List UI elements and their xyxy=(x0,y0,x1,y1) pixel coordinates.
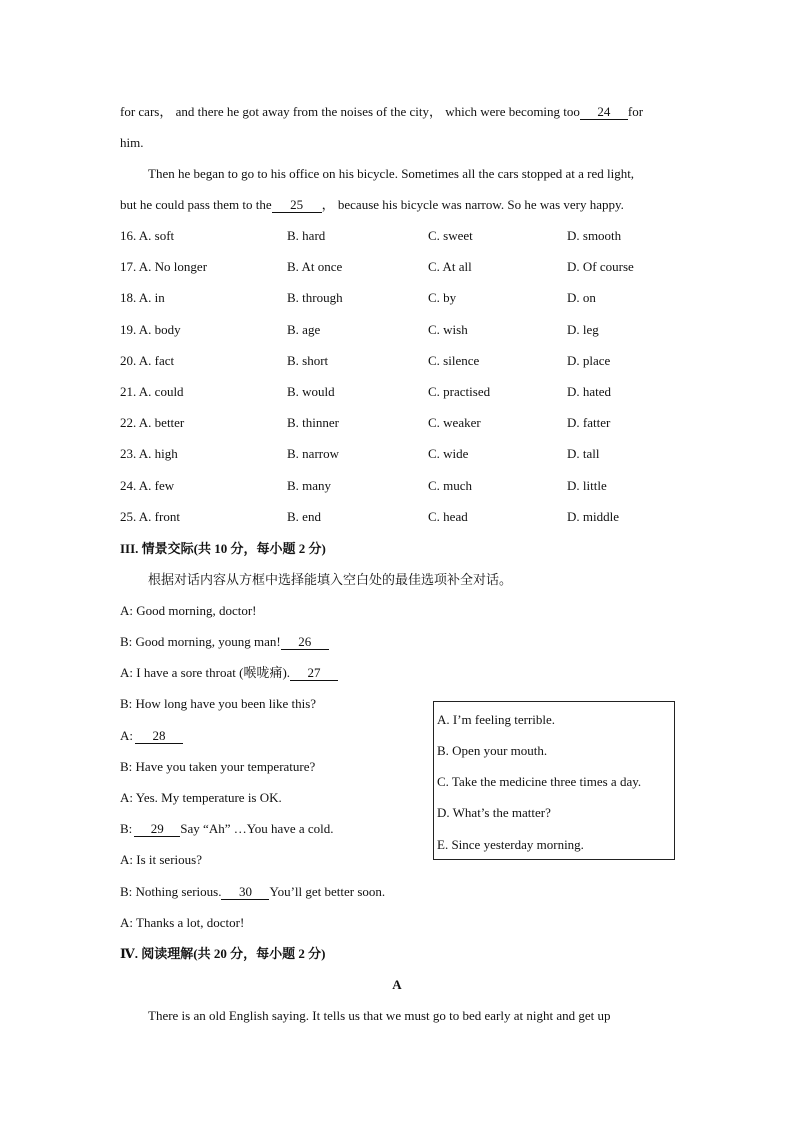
box-option-d: D. What’s the matter? xyxy=(437,805,551,820)
passage-text: for cars， and there he got away from the noises of the city， which were becoming too xyxy=(120,104,580,119)
box-option-a: A. I’m feeling terrible. xyxy=(437,712,556,727)
question-option-a[interactable]: 22. A. better xyxy=(120,415,185,430)
passage-line-4 xyxy=(120,197,624,213)
box-option-c: C. Take the medicine three times a day. xyxy=(437,774,642,789)
dialogue-text: A: I have a sore throat (喉咙痛). xyxy=(120,665,291,680)
dialogue-line xyxy=(120,728,183,744)
blank-30[interactable]: 30 xyxy=(221,885,269,900)
section-3-title: III. 情景交际(共 10 分，每小题 2 分) xyxy=(120,541,326,556)
question-option-d[interactable]: D. leg xyxy=(567,322,599,337)
question-option-b[interactable]: B. narrow xyxy=(287,446,339,461)
dialogue-line: A: Is it serious? xyxy=(120,852,202,867)
section-3-instruction: 根据对话内容从方框中选择能填入空白处的最佳选项补全对话。 xyxy=(148,572,513,587)
dialogue-text: B: Good morning, young man! xyxy=(120,634,281,649)
question-option-c[interactable]: C. sweet xyxy=(428,228,473,243)
question-option-b[interactable]: B. many xyxy=(287,478,332,493)
question-option-c[interactable]: C. wide xyxy=(428,446,469,461)
question-option-d[interactable]: D. place xyxy=(567,353,611,368)
question-option-d[interactable]: D. hated xyxy=(567,384,612,399)
question-option-b[interactable]: B. hard xyxy=(287,228,326,243)
question-option-a[interactable]: 20. A. fact xyxy=(120,353,175,368)
passage-text: but he could pass them to the xyxy=(120,197,272,212)
dialogue-line: A: Thanks a lot, doctor! xyxy=(120,915,245,930)
question-option-b[interactable]: B. thinner xyxy=(287,415,339,430)
dialogue-text: B: xyxy=(120,821,133,836)
question-option-c[interactable]: C. much xyxy=(428,478,473,493)
blank-26[interactable]: 26 xyxy=(281,635,329,650)
question-option-a[interactable]: 24. A. few xyxy=(120,478,175,493)
question-option-b[interactable]: B. end xyxy=(287,509,321,524)
options-box xyxy=(433,701,675,860)
dialogue-text: A: xyxy=(120,728,133,743)
question-option-c[interactable]: C. practised xyxy=(428,384,491,399)
dialogue-line: B: How long have you been like this? xyxy=(120,696,317,711)
question-option-d[interactable]: D. tall xyxy=(567,446,600,461)
dialogue-text: B: Nothing serious. xyxy=(120,884,222,899)
question-option-b[interactable]: B. At once xyxy=(287,259,343,274)
blank-25[interactable]: 25 xyxy=(272,198,322,213)
dialogue-line: A: Good morning, doctor! xyxy=(120,603,257,618)
question-option-d[interactable]: D. on xyxy=(567,290,596,305)
box-option-b: B. Open your mouth. xyxy=(437,743,548,758)
question-option-a[interactable]: 19. A. body xyxy=(120,322,181,337)
passage-line-2: him. xyxy=(120,135,144,150)
question-option-c[interactable]: C. At all xyxy=(428,259,472,274)
blank-27[interactable]: 27 xyxy=(290,666,338,681)
dialogue-line xyxy=(120,821,334,837)
reading-passage-line: There is an old English saying. It tells us that we must go to bed early at night and get up xyxy=(148,1008,611,1023)
question-option-b[interactable]: B. would xyxy=(287,384,335,399)
question-option-d[interactable]: D. Of course xyxy=(567,259,634,274)
dialogue-line: A: Yes. My temperature is OK. xyxy=(120,790,282,805)
question-option-c[interactable]: C. by xyxy=(428,290,457,305)
question-option-a[interactable]: 18. A. in xyxy=(120,290,165,305)
question-option-b[interactable]: B. short xyxy=(287,353,329,368)
question-option-a[interactable]: 16. A. soft xyxy=(120,228,175,243)
question-option-c[interactable]: C. weaker xyxy=(428,415,481,430)
question-option-c[interactable]: C. wish xyxy=(428,322,468,337)
question-option-d[interactable]: D. middle xyxy=(567,509,619,524)
question-option-d[interactable]: D. smooth xyxy=(567,228,622,243)
question-option-b[interactable]: B. through xyxy=(287,290,343,305)
dialogue-line xyxy=(120,665,338,681)
question-option-a[interactable]: 17. A. No longer xyxy=(120,259,208,274)
dialogue-text: Say “Ah” …You have a cold. xyxy=(180,821,334,836)
passage-letter: A xyxy=(392,977,402,992)
question-option-a[interactable]: 21. A. could xyxy=(120,384,184,399)
blank-24[interactable]: 24 xyxy=(580,105,628,120)
dialogue-text: You’ll get better soon. xyxy=(269,884,386,899)
question-option-a[interactable]: 23. A. high xyxy=(120,446,178,461)
section-4-title: Ⅳ. 阅读理解(共 20 分，每小题 2 分) xyxy=(120,946,326,961)
passage-line-1 xyxy=(120,104,643,120)
question-option-d[interactable]: D. little xyxy=(567,478,607,493)
question-option-a[interactable]: 25. A. front xyxy=(120,509,180,524)
passage-text: ， because his bicycle was narrow. So he was very happy. xyxy=(321,197,624,212)
question-option-b[interactable]: B. age xyxy=(287,322,321,337)
question-option-c[interactable]: C. head xyxy=(428,509,468,524)
dialogue-line: B: Have you taken your temperature? xyxy=(120,759,316,774)
question-option-d[interactable]: D. fatter xyxy=(567,415,611,430)
passage-text: for xyxy=(627,104,644,119)
blank-28[interactable]: 28 xyxy=(135,729,183,744)
box-option-e: E. Since yesterday morning. xyxy=(437,837,584,852)
dialogue-line xyxy=(120,634,329,650)
passage-line-3: Then he began to go to his office on his bicycle. Sometimes all the cars stopped at a red light, xyxy=(148,166,635,181)
question-option-c[interactable]: C. silence xyxy=(428,353,480,368)
blank-29[interactable]: 29 xyxy=(134,822,180,837)
dialogue-line xyxy=(120,884,385,900)
